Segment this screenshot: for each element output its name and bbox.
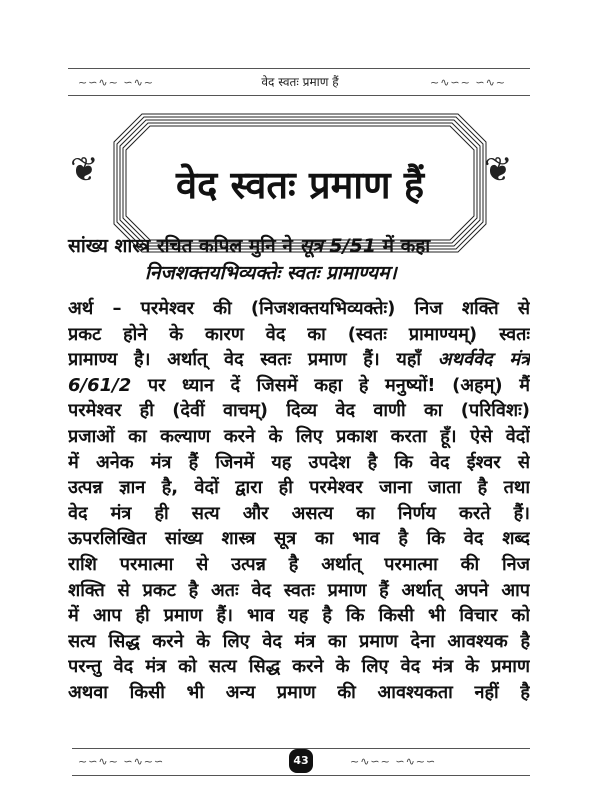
emphasis-text: निजशक्तयभिव्यक्तेः स्वतः प्रामाण्यम।: [145, 262, 397, 284]
text-segment: परमेश्वर ही (देवीं वाचम्) दिव्य वेद वाणी का (परिविशः): [68, 400, 530, 422]
footer-flourish-left-icon: ~∽∿~ ∽∿~∽: [78, 755, 165, 768]
text-line: [68, 501, 530, 527]
page-number: 43: [289, 749, 313, 773]
floral-vine-right-icon: ❦: [484, 150, 513, 190]
text-segment: वेद मंत्र ही सत्य और असत्य का निर्णय करते हैं।: [68, 502, 530, 524]
text-segment: ऊपरलिखित सांख्य शास्त्र सूत्र का भाव है कि वेद शब्द: [68, 528, 530, 550]
body-text: [68, 296, 530, 706]
intro-line-2: [145, 259, 397, 285]
emphasis-text: 6/61/2: [68, 374, 132, 396]
text-segment: अथवा किसी भी अन्य प्रमाण की आवश्यकता नहीं है: [68, 681, 530, 703]
text-line: [68, 450, 530, 476]
text-segment: में कहा: [376, 235, 431, 257]
text-segment: अर्थ – परमेश्वर की (निजशक्तयभिव्यक्तेः) निज शक्ति से: [68, 298, 530, 319]
running-head: वेद स्वतः प्रमाण हैं: [261, 75, 339, 89]
text-segment: प्रकट होने के कारण वेद का (स्वतः प्रामाण्यम्) स्वतः: [68, 323, 530, 345]
text-segment: राशि परमात्मा से उत्पन्न है अर्थात् परमात्मा की निज: [68, 553, 530, 575]
text-segment: प्रामाण्य है। अर्थात् वेद स्वतः प्रमाण हैं। यहाँ: [68, 349, 438, 371]
header-flourish-left-icon: ~∽∿~ ∽∿~: [78, 76, 155, 89]
text-segment: में आप ही प्रमाण हैं। भाव यह है कि किसी भी विचार को: [68, 605, 530, 627]
text-segment: में अनेक मंत्र हैं जिनमें यह उपदेश है कि वेद ईश्वर से: [68, 451, 530, 473]
text-line: [68, 526, 530, 552]
text-line: [68, 603, 530, 629]
text-line: [68, 398, 530, 424]
footer-flourish-right-icon: ~∿∽~ ∽∿~∽: [350, 755, 437, 768]
text-line: [68, 629, 530, 655]
footer-rule-bottom: [72, 775, 530, 776]
text-line: [68, 373, 530, 399]
text-segment: प्रजाओं का कल्याण करने के लिए प्रकाश करता हूँ। ऐसे वेदों: [68, 425, 530, 447]
emphasis-text: अथर्ववेद मंत्र: [437, 349, 530, 371]
text-line: [68, 424, 530, 450]
text-line: [68, 296, 530, 322]
text-line: [68, 347, 530, 373]
header-rule-bottom: [68, 95, 530, 96]
text-line: [68, 475, 530, 501]
text-segment: उत्पन्न ज्ञान है, वेदों द्वारा ही परमेश्वर जाना जाता है तथा: [68, 477, 530, 499]
text-line: [68, 578, 530, 604]
text-line: [68, 680, 530, 706]
header-flourish-right-icon: ~∿∽~ ∽∿~: [430, 76, 507, 89]
intro-line-1: [68, 232, 430, 258]
text-segment: परन्तु वेद मंत्र को सत्य सिद्ध करने के लिए वेद मंत्र के प्रमाण: [68, 656, 530, 678]
chapter-title: वेद स्वतः प्रमाण हैं: [175, 162, 425, 207]
text-segment: पर ध्यान दें जिसमें कहा हे मनुष्यों! (अहम्) मैं: [131, 374, 530, 396]
text-segment: सत्य सिद्ध करने के लिए वेद मंत्र का प्रमाण देना आवश्यक है: [68, 630, 530, 652]
header-rule-top: [68, 68, 530, 69]
text-line: [68, 654, 530, 680]
floral-vine-left-icon: ❦: [70, 150, 99, 190]
emphasis-text: सूत्र 5/51: [299, 235, 377, 257]
text-segment: सांख्य शास्त्र रचित कपिल मुनि ने: [68, 235, 300, 257]
text-line: [68, 322, 530, 348]
text-segment: शक्ति से प्रकट है अतः वेद स्वतः प्रमाण हैं अर्थात् अपने आप: [68, 579, 530, 601]
text-line: [68, 552, 530, 578]
